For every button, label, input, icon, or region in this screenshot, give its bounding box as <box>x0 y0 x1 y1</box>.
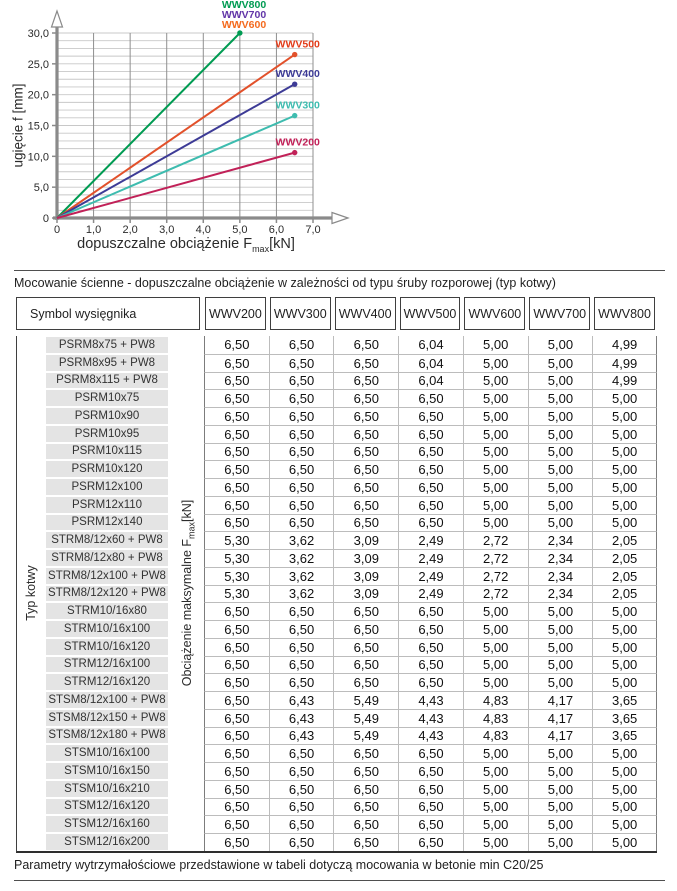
value-cell: 5,00 <box>592 815 657 833</box>
value-cell: 6,50 <box>269 620 334 638</box>
value-cell: 6,43 <box>269 691 334 709</box>
value-cell: 4,17 <box>528 691 593 709</box>
value-cell: 6,50 <box>333 425 398 443</box>
column-header-wwv300: WWV300 <box>270 297 331 330</box>
value-cell: 3,09 <box>333 585 398 603</box>
y-axis-arrow-icon <box>52 11 63 27</box>
value-cell: 5,00 <box>463 496 528 514</box>
value-cell: 5,30 <box>204 585 269 603</box>
line-label-wwv500: WWV500 <box>275 38 320 51</box>
x-tick-label: 6,0 <box>268 224 285 236</box>
value-cell: 5,00 <box>463 815 528 833</box>
value-cell: 6,50 <box>398 602 463 620</box>
table-corner-header: Symbol wysięgnika <box>16 297 200 330</box>
value-cell: 6,50 <box>269 478 334 496</box>
value-cell: 5,00 <box>463 620 528 638</box>
value-cell: 5,00 <box>528 673 593 691</box>
value-cell: 3,62 <box>269 531 334 549</box>
value-cell: 5,00 <box>463 354 528 372</box>
value-cell: 6,50 <box>204 815 269 833</box>
chart-x-axis-label <box>57 236 315 254</box>
x-axis-arrow-icon <box>332 213 348 224</box>
value-cell: 6,50 <box>204 656 269 674</box>
table-caption: Mocowanie ścienne - dopuszczalne obciążenie w zależności od typu śruby rozporowej (typ kotwy) <box>14 276 556 290</box>
value-cell: 5,00 <box>592 389 657 407</box>
value-cell: 2,49 <box>398 531 463 549</box>
value-cell: 6,50 <box>269 815 334 833</box>
row-label: STRM10/16x80 <box>46 603 168 619</box>
value-cell: 6,50 <box>269 496 334 514</box>
value-cell: 6,50 <box>398 407 463 425</box>
value-cell: 5,30 <box>204 549 269 567</box>
value-cell: 3,09 <box>333 531 398 549</box>
value-cell: 6,50 <box>204 833 269 851</box>
value-cell: 5,00 <box>528 780 593 798</box>
row-group-label: Typ kotwy <box>24 565 38 622</box>
row-label: STSM12/16x120 <box>46 799 168 815</box>
value-cell: 5,30 <box>204 567 269 585</box>
x-tick-label: 5,0 <box>232 224 248 236</box>
value-cell: 6,50 <box>398 673 463 691</box>
table-header-row <box>16 297 657 330</box>
value-cell: 4,17 <box>528 709 593 727</box>
row-label: STRM10/16x100 <box>46 621 168 637</box>
series-endpoint-wwv800 <box>237 30 242 35</box>
horizontal-divider-top <box>14 270 665 271</box>
value-cell: 6,50 <box>333 620 398 638</box>
value-cell: 6,50 <box>204 336 269 354</box>
value-cell: 6,50 <box>204 709 269 727</box>
legend-label-wwv700: WWV700 <box>221 9 267 21</box>
value-cell: 5,30 <box>204 531 269 549</box>
column-header-wwv800: WWV800 <box>594 297 655 330</box>
value-cell: 5,00 <box>528 478 593 496</box>
value-cell: 5,00 <box>463 798 528 816</box>
value-cell: 5,00 <box>463 478 528 496</box>
deflection-chart-canvas <box>0 0 372 266</box>
row-label: PSRM8x75 + PW8 <box>46 337 168 353</box>
row-label: STRM8/12x100 + PW8 <box>46 568 168 584</box>
value-cell: 2,72 <box>463 549 528 567</box>
value-cell: 6,50 <box>398 780 463 798</box>
value-cell: 3,62 <box>269 567 334 585</box>
value-cell: 6,50 <box>204 354 269 372</box>
value-cell: 6,50 <box>204 798 269 816</box>
value-cell: 6,50 <box>333 762 398 780</box>
value-cell: 4,43 <box>398 709 463 727</box>
value-cell: 5,00 <box>592 638 657 656</box>
value-cell: 3,09 <box>333 549 398 567</box>
value-cell: 6,50 <box>269 833 334 851</box>
value-cell: 6,50 <box>204 673 269 691</box>
value-cell: 5,00 <box>463 443 528 461</box>
value-cell: 6,50 <box>269 656 334 674</box>
value-cell: 6,50 <box>204 372 269 390</box>
value-cell: 5,00 <box>592 656 657 674</box>
value-cell: 5,00 <box>528 602 593 620</box>
row-label: PSRM8x95 + PW8 <box>46 355 168 371</box>
value-cell: 6,50 <box>333 780 398 798</box>
value-cell: 6,50 <box>333 496 398 514</box>
value-cell: 5,00 <box>592 407 657 425</box>
value-cell: 3,62 <box>269 549 334 567</box>
row-label: STSM12/16x160 <box>46 816 168 832</box>
value-cell: 5,00 <box>592 443 657 461</box>
y-tick-label: 10,0 <box>27 151 49 164</box>
row-label: PSRM10x120 <box>46 461 168 477</box>
value-cell: 4,43 <box>398 727 463 745</box>
value-cell: 5,00 <box>592 478 657 496</box>
value-cell: 4,43 <box>398 691 463 709</box>
row-label: STSM10/16x150 <box>46 763 168 779</box>
value-cell: 5,00 <box>528 815 593 833</box>
value-cell: 6,50 <box>333 833 398 851</box>
y-tick-label: 20,0 <box>27 89 49 102</box>
row-label: STRM8/12x80 + PW8 <box>46 550 168 566</box>
value-cell: 6,50 <box>269 673 334 691</box>
value-cell: 6,50 <box>204 460 269 478</box>
y-tick-label: 30,0 <box>27 28 49 40</box>
value-cell: 6,50 <box>269 762 334 780</box>
value-cell: 6,50 <box>204 443 269 461</box>
value-cell: 5,00 <box>528 372 593 390</box>
value-cell: 6,50 <box>333 407 398 425</box>
column-header-wwv200: WWV200 <box>205 297 266 330</box>
value-cell: 5,00 <box>463 744 528 762</box>
column-header-wwv400: WWV400 <box>335 297 396 330</box>
value-cell: 6,04 <box>398 372 463 390</box>
value-cell: 6,50 <box>204 620 269 638</box>
row-label: PSRM12x100 <box>46 479 168 495</box>
value-cell: 6,50 <box>204 727 269 745</box>
value-cell: 6,50 <box>333 336 398 354</box>
column-header-wwv600: WWV600 <box>464 297 525 330</box>
row-label: STRM8/12x60 + PW8 <box>46 532 168 548</box>
value-cell: 6,43 <box>269 727 334 745</box>
value-cell: 6,50 <box>398 443 463 461</box>
value-cell: 6,50 <box>204 389 269 407</box>
value-cell: 6,50 <box>398 478 463 496</box>
value-cell: 6,50 <box>204 514 269 532</box>
value-cell: 5,00 <box>463 602 528 620</box>
chart-x-axis-label-unit: [kN] <box>269 236 295 252</box>
value-cell: 6,50 <box>333 815 398 833</box>
y-tick-label: 15,0 <box>27 120 49 133</box>
value-cell: 6,50 <box>333 460 398 478</box>
value-cell: 5,00 <box>592 460 657 478</box>
value-cell: 2,49 <box>398 549 463 567</box>
value-cell: 6,50 <box>333 478 398 496</box>
value-cell: 3,65 <box>592 709 657 727</box>
value-cell: 4,99 <box>592 354 657 372</box>
value-cell: 6,50 <box>398 514 463 532</box>
row-label: PSRM12x110 <box>46 497 168 513</box>
values-axis-label-subscript: max <box>185 522 196 540</box>
value-cell: 6,50 <box>269 798 334 816</box>
value-cell: 5,00 <box>528 389 593 407</box>
value-cell: 3,65 <box>592 727 657 745</box>
value-cell: 6,50 <box>204 496 269 514</box>
column-header-wwv500: WWV500 <box>400 297 461 330</box>
value-cell: 5,00 <box>528 425 593 443</box>
values-axis-label <box>179 500 196 687</box>
value-cell: 5,00 <box>528 407 593 425</box>
deflection-chart <box>0 0 372 268</box>
row-label: PSRM8x115 + PW8 <box>46 373 168 389</box>
value-cell: 6,50 <box>269 407 334 425</box>
x-tick-label: 3,0 <box>159 224 175 236</box>
value-cell: 2,49 <box>398 567 463 585</box>
value-cell: 5,49 <box>333 691 398 709</box>
row-label: STRM10/16x120 <box>46 639 168 655</box>
row-label: STSM10/16x210 <box>46 781 168 797</box>
chart-y-axis-label: ugięcie f [mm] <box>10 83 26 168</box>
footnote: Parametry wytrzymałościowe przedstawione w tabeli dotyczą mocowania w betonie min C20/25 <box>14 858 544 872</box>
value-cell: 6,50 <box>204 691 269 709</box>
row-label: PSRM10x75 <box>46 390 168 406</box>
value-cell: 6,50 <box>398 496 463 514</box>
value-cell: 6,50 <box>204 602 269 620</box>
value-cell: 2,72 <box>463 567 528 585</box>
line-label-wwv400: WWV400 <box>275 68 320 81</box>
value-cell: 4,99 <box>592 336 657 354</box>
value-cell: 5,00 <box>463 780 528 798</box>
row-label: STSM8/12x180 + PW8 <box>46 728 168 744</box>
y-tick-label: 0 <box>42 213 49 225</box>
value-cell: 5,00 <box>592 798 657 816</box>
value-cell: 5,00 <box>528 514 593 532</box>
value-cell: 5,00 <box>528 336 593 354</box>
value-cell: 3,62 <box>269 585 334 603</box>
value-cell: 6,50 <box>269 372 334 390</box>
horizontal-divider-bottom <box>14 880 665 881</box>
value-cell: 5,00 <box>463 389 528 407</box>
column-header-wwv700: WWV700 <box>529 297 590 330</box>
row-label: STSM10/16x100 <box>46 745 168 761</box>
row-label: STSM8/12x100 + PW8 <box>46 692 168 708</box>
load-table <box>16 297 657 853</box>
value-cell: 5,00 <box>463 372 528 390</box>
value-cell: 6,50 <box>398 460 463 478</box>
series-endpoint-wwv200 <box>292 150 297 155</box>
table-body <box>16 336 657 853</box>
value-cell: 6,50 <box>269 602 334 620</box>
value-cell: 6,50 <box>204 744 269 762</box>
value-cell: 5,00 <box>463 514 528 532</box>
row-label: STSM8/12x150 + PW8 <box>46 710 168 726</box>
value-cell: 2,34 <box>528 549 593 567</box>
value-cell: 5,00 <box>463 762 528 780</box>
x-tick-label: 4,0 <box>195 224 211 236</box>
value-cell: 6,50 <box>269 336 334 354</box>
value-cell: 2,05 <box>592 567 657 585</box>
value-cell: 6,50 <box>398 389 463 407</box>
value-cell: 5,00 <box>528 460 593 478</box>
value-cell: 6,50 <box>269 638 334 656</box>
value-cell: 5,00 <box>528 496 593 514</box>
row-label: PSRM10x115 <box>46 444 168 460</box>
value-cell: 5,00 <box>528 744 593 762</box>
value-cell: 5,00 <box>463 460 528 478</box>
value-cell: 4,99 <box>592 372 657 390</box>
value-cell: 2,05 <box>592 531 657 549</box>
x-tick-label: 1,0 <box>85 224 102 236</box>
x-tick-label: 7,0 <box>305 224 321 236</box>
value-cell: 6,50 <box>398 762 463 780</box>
row-label: STRM12/16x120 <box>46 674 168 690</box>
value-cell: 5,00 <box>463 425 528 443</box>
row-label: PSRM12x140 <box>46 515 168 531</box>
value-cell: 6,50 <box>333 354 398 372</box>
series-line-wwv400 <box>57 84 295 218</box>
line-label-wwv300: WWV300 <box>275 99 320 112</box>
value-cell: 6,50 <box>269 425 334 443</box>
value-cell: 2,05 <box>592 585 657 603</box>
value-cell: 5,00 <box>592 620 657 638</box>
value-cell: 5,00 <box>528 638 593 656</box>
value-cell: 5,00 <box>592 780 657 798</box>
row-label: PSRM10x95 <box>46 426 168 442</box>
value-cell: 6,50 <box>333 798 398 816</box>
row-label: STSM12/16x200 <box>46 834 168 850</box>
value-cell: 2,34 <box>528 567 593 585</box>
chart-x-axis-label-subscript: max <box>252 243 270 254</box>
value-cell: 6,43 <box>269 709 334 727</box>
value-cell: 4,83 <box>463 691 528 709</box>
y-tick-label: 5,0 <box>33 182 49 195</box>
row-label: STRM12/16x100 <box>46 657 168 673</box>
value-cell: 5,00 <box>592 762 657 780</box>
value-cell: 5,00 <box>463 656 528 674</box>
value-cell: 6,50 <box>333 673 398 691</box>
value-cell: 6,50 <box>333 602 398 620</box>
value-cell: 6,50 <box>333 656 398 674</box>
value-cell: 6,50 <box>398 656 463 674</box>
value-cell: 4,83 <box>463 709 528 727</box>
x-tick-label: 2,0 <box>122 224 138 236</box>
row-group-label-cell <box>17 336 45 851</box>
value-cell: 6,50 <box>269 744 334 762</box>
value-cell: 6,50 <box>204 425 269 443</box>
legend-label-wwv800: WWV800 <box>221 0 267 11</box>
value-cell: 5,00 <box>528 762 593 780</box>
values-axis-label-text: Obciążenie maksymalne F <box>179 539 194 687</box>
value-cell: 6,50 <box>333 443 398 461</box>
value-cell: 6,50 <box>204 780 269 798</box>
value-cell: 6,50 <box>333 514 398 532</box>
value-cell: 6,50 <box>398 425 463 443</box>
value-cell: 5,00 <box>463 673 528 691</box>
value-cell: 6,50 <box>398 833 463 851</box>
x-tick-label: 0 <box>53 224 61 236</box>
value-cell: 5,00 <box>592 425 657 443</box>
value-cell: 5,00 <box>528 656 593 674</box>
value-cell: 6,50 <box>333 372 398 390</box>
value-cell: 6,50 <box>269 389 334 407</box>
value-cell: 5,00 <box>592 514 657 532</box>
value-cell: 6,50 <box>398 638 463 656</box>
value-cell: 5,00 <box>592 744 657 762</box>
value-cell: 6,50 <box>398 744 463 762</box>
value-cell: 6,50 <box>204 407 269 425</box>
values-axis-label-cell <box>171 336 204 851</box>
value-cell: 2,05 <box>592 549 657 567</box>
value-cell: 6,50 <box>204 638 269 656</box>
value-cell: 6,50 <box>269 514 334 532</box>
series-endpoint-wwv400 <box>292 81 297 86</box>
value-cell: 5,00 <box>592 833 657 851</box>
value-cell: 5,00 <box>592 673 657 691</box>
line-label-wwv200: WWV200 <box>275 136 320 149</box>
value-cell: 6,04 <box>398 354 463 372</box>
value-cell: 5,00 <box>528 620 593 638</box>
value-cell: 5,49 <box>333 709 398 727</box>
legend-label-wwv600: WWV600 <box>221 19 267 31</box>
value-cell: 5,00 <box>592 602 657 620</box>
value-cell: 6,50 <box>398 815 463 833</box>
value-cell: 6,50 <box>333 744 398 762</box>
value-cell: 2,49 <box>398 585 463 603</box>
value-cell: 6,50 <box>204 478 269 496</box>
value-cell: 5,00 <box>528 798 593 816</box>
values-axis-label-unit: [kN] <box>179 500 194 523</box>
value-cell: 5,00 <box>592 496 657 514</box>
value-cell: 6,50 <box>398 620 463 638</box>
row-label: PSRM10x90 <box>46 408 168 424</box>
value-cell: 2,34 <box>528 585 593 603</box>
value-cell: 5,00 <box>528 443 593 461</box>
series-endpoint-wwv300 <box>292 113 297 118</box>
chart-x-axis-label-text: dopuszczalne obciążenie F <box>77 236 253 252</box>
value-cell: 2,72 <box>463 585 528 603</box>
value-cell: 6,50 <box>398 798 463 816</box>
value-cell: 5,00 <box>528 833 593 851</box>
value-cell: 6,50 <box>269 354 334 372</box>
value-cell: 4,17 <box>528 727 593 745</box>
value-cell: 6,50 <box>269 780 334 798</box>
series-line-wwv200 <box>57 153 295 218</box>
value-cell: 5,00 <box>528 354 593 372</box>
value-cell: 6,50 <box>333 638 398 656</box>
value-cell: 5,00 <box>463 638 528 656</box>
value-cell: 2,72 <box>463 531 528 549</box>
value-cell: 5,00 <box>463 833 528 851</box>
series-endpoint-wwv500 <box>292 52 297 57</box>
value-cell: 3,09 <box>333 567 398 585</box>
value-cell: 6,50 <box>269 443 334 461</box>
value-cell: 3,65 <box>592 691 657 709</box>
value-cell: 6,50 <box>269 460 334 478</box>
value-cell: 6,50 <box>333 389 398 407</box>
value-cell: 5,49 <box>333 727 398 745</box>
value-cell: 6,50 <box>204 762 269 780</box>
value-cell: 2,34 <box>528 531 593 549</box>
value-cell: 5,00 <box>463 407 528 425</box>
value-cell: 5,00 <box>463 336 528 354</box>
value-cell: 4,83 <box>463 727 528 745</box>
row-label: STRM8/12x120 + PW8 <box>46 586 168 602</box>
y-tick-label: 25,0 <box>27 58 49 71</box>
value-cell: 6,04 <box>398 336 463 354</box>
